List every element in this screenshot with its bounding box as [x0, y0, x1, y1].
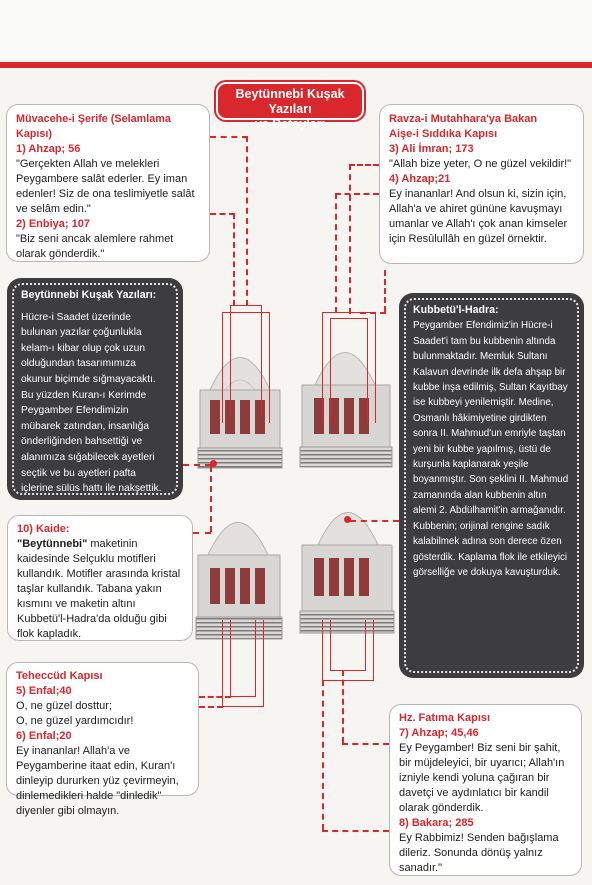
- verse-6: Ey inananlar! Allah'a ve Peygamberine itaat edin, Kuran'ı dinleyip dururken yüz çevirmeyin, dinlemedikleri halde "dinledik" diyenler gibi olmayın.: [16, 745, 179, 817]
- kaide-box: [7, 515, 193, 641]
- kusak-text: Hücre-i Saadet üzerinde bulunan yazılar çoğunlukla kelam-ı kibar olup çok uzun olduğundan tasarımımıza okunur biçimde sığmayacaktı. Bu yüzden Kuran-ı Kerimde Peygamber Efendimizin mübarek zatından, insanlığa önderliğinden bahsettiği ve alanımıza sığabilecek ayetleri seçtik ve bu ayetleri pafta içlerine sülüs hattı ile nakşettik.: [21, 311, 162, 495]
- connector: [233, 213, 235, 306]
- connector: [330, 620, 366, 671]
- fatima-heading: Hz. Fatıma Kapısı: [399, 712, 491, 724]
- verse-1: "Gerçekten Allah ve melekleri Peygambere salât ederler. Ey iman edenler! Siz de ona teslimiyetle salât ve selâm edin.": [16, 158, 195, 215]
- ref-5: 5) Enfal;40: [16, 685, 72, 697]
- kaide-heading: 10) Kaide:: [17, 523, 70, 535]
- verse-8: Ey Rabbimiz! Senden bağışlama dileriz. Sonunda dönüş yalnız sanadır.": [399, 832, 559, 874]
- page-title: [216, 82, 364, 131]
- ravza-heading-2: Aişe-i Sıddıka Kapısı: [389, 128, 498, 140]
- verse-5a: O, ne güzel dosttur;: [16, 700, 112, 712]
- verse-7: Ey Peygamber! Biz seni bir şahit, bir müjdeleyici, bir uyarıcı; Allah'ın izniyle kendi yoluna çağıran bir davetçi ve aydınlatıcı bir kandil olarak gönderdik.: [399, 742, 565, 814]
- connector: [342, 670, 344, 743]
- connector: [349, 164, 351, 314]
- kusak-heading: Beytünnebi Kuşak Yazıları:: [21, 289, 157, 301]
- ref-2: 2) Enbiya; 107: [16, 218, 90, 230]
- model-bottom-right: [300, 513, 394, 634]
- ref-4: 4) Ahzap;21: [389, 173, 451, 185]
- fatima-box: [389, 704, 582, 876]
- connector: [210, 213, 235, 215]
- connector: [384, 270, 386, 312]
- teheccud-heading: Teheccüd Kapısı: [16, 670, 103, 682]
- title-line-1: Beytünnebi Kuşak Yazıları: [235, 87, 345, 116]
- kaide-paragraph: [17, 537, 183, 642]
- kubbe-heading: Kubbetü'l-Hadra:: [413, 304, 499, 316]
- connector: [210, 136, 248, 138]
- ravza-box: [379, 104, 584, 264]
- ref-1: 1) Ahzap; 56: [16, 143, 81, 155]
- kusak-panel: [7, 278, 183, 500]
- connector: [199, 696, 231, 698]
- connector: [322, 680, 324, 830]
- muvacehe-heading: Müvacehe-i Şerife (Selamlama Kapısı): [16, 113, 171, 140]
- connector: [193, 532, 211, 534]
- verse-2: "Biz seni ancak alemlere rahmet olarak gönderdik.": [16, 233, 174, 260]
- verse-4: Ey inananlar! And olsun ki, sizin için, Allah'a ve ahiret gününe kavuşmayı umanlar ve Allah'ı çok anan kimseler için Resûlullâh en güzel örnektir.: [389, 188, 568, 245]
- connector: [199, 706, 223, 708]
- connector: [322, 830, 389, 832]
- connector: [335, 193, 337, 313]
- kubbe-text: Peygamber Efendimiz'in Hücre-i Saadet'i tam bu kubbenin altında bulunmaktadır. Memluk Sultanı Kalavun devrinde ilk defa ahşap bir kubbe inşa edilmiş, Sultan Kayıtbay ise kubbeyi yenilemiştir. Medine, Osmanlı hâkimiyetine girdikten sonra II. Mahmud'un emriyle taştan yeni bir kubbe yapılmış, üstü de kurşunla kaplanarak yeşile boyanmıştır. Son şeklini II. Mahmud zamanında alan kubbenin altın alemi 2. Abdülhamit'in armağanıdır. Kubbenin; orijinal rengine sadık kalabilmek adına son derece özen gösterdik. Kaplama flok ile etkileyici görselliğe ve dokuya kavuşturduk.: [413, 320, 569, 578]
- kaide-brand: "Beytünnebi": [17, 538, 88, 550]
- title-line-2: ve Detayları: [254, 117, 326, 131]
- connector: [230, 620, 256, 697]
- verse-5b: O, ne güzel yardımcıdır!: [16, 715, 134, 727]
- ref-6: 6) Enfal;20: [16, 730, 72, 742]
- connector: [330, 318, 368, 423]
- ref-7: 7) Ahzap; 45,46: [399, 727, 479, 739]
- connector: [335, 193, 379, 195]
- connector: [210, 466, 212, 532]
- ravza-heading-1: Ravza-i Mutahhara'ya Bakan: [389, 113, 538, 125]
- connector: [230, 305, 262, 416]
- kaide-text: maketinin kaidesinde Selçuklu motifleri kullandık. Motifler arasında kristal taşlar kullandık. Tabana yakın kısmını ve maketin altını Kubbetü'l-Hadra'da olduğu gibi flok kapladık.: [17, 538, 181, 640]
- teheccud-box: [6, 662, 199, 817]
- connector: [350, 520, 399, 522]
- header-red-rule: [0, 62, 592, 68]
- connector: [246, 136, 248, 306]
- connector: [349, 164, 379, 166]
- kubbe-panel: [399, 293, 584, 678]
- verse-3: "Allah bize yeter, O ne güzel vekildir!": [389, 158, 572, 170]
- ref-3: 3) Ali İmran; 173: [389, 143, 474, 155]
- muvacehe-box: [6, 104, 210, 262]
- top-margin: [0, 0, 592, 60]
- connector: [342, 743, 389, 745]
- ref-8: 8) Bakara; 285: [399, 817, 474, 829]
- connector: [183, 464, 211, 466]
